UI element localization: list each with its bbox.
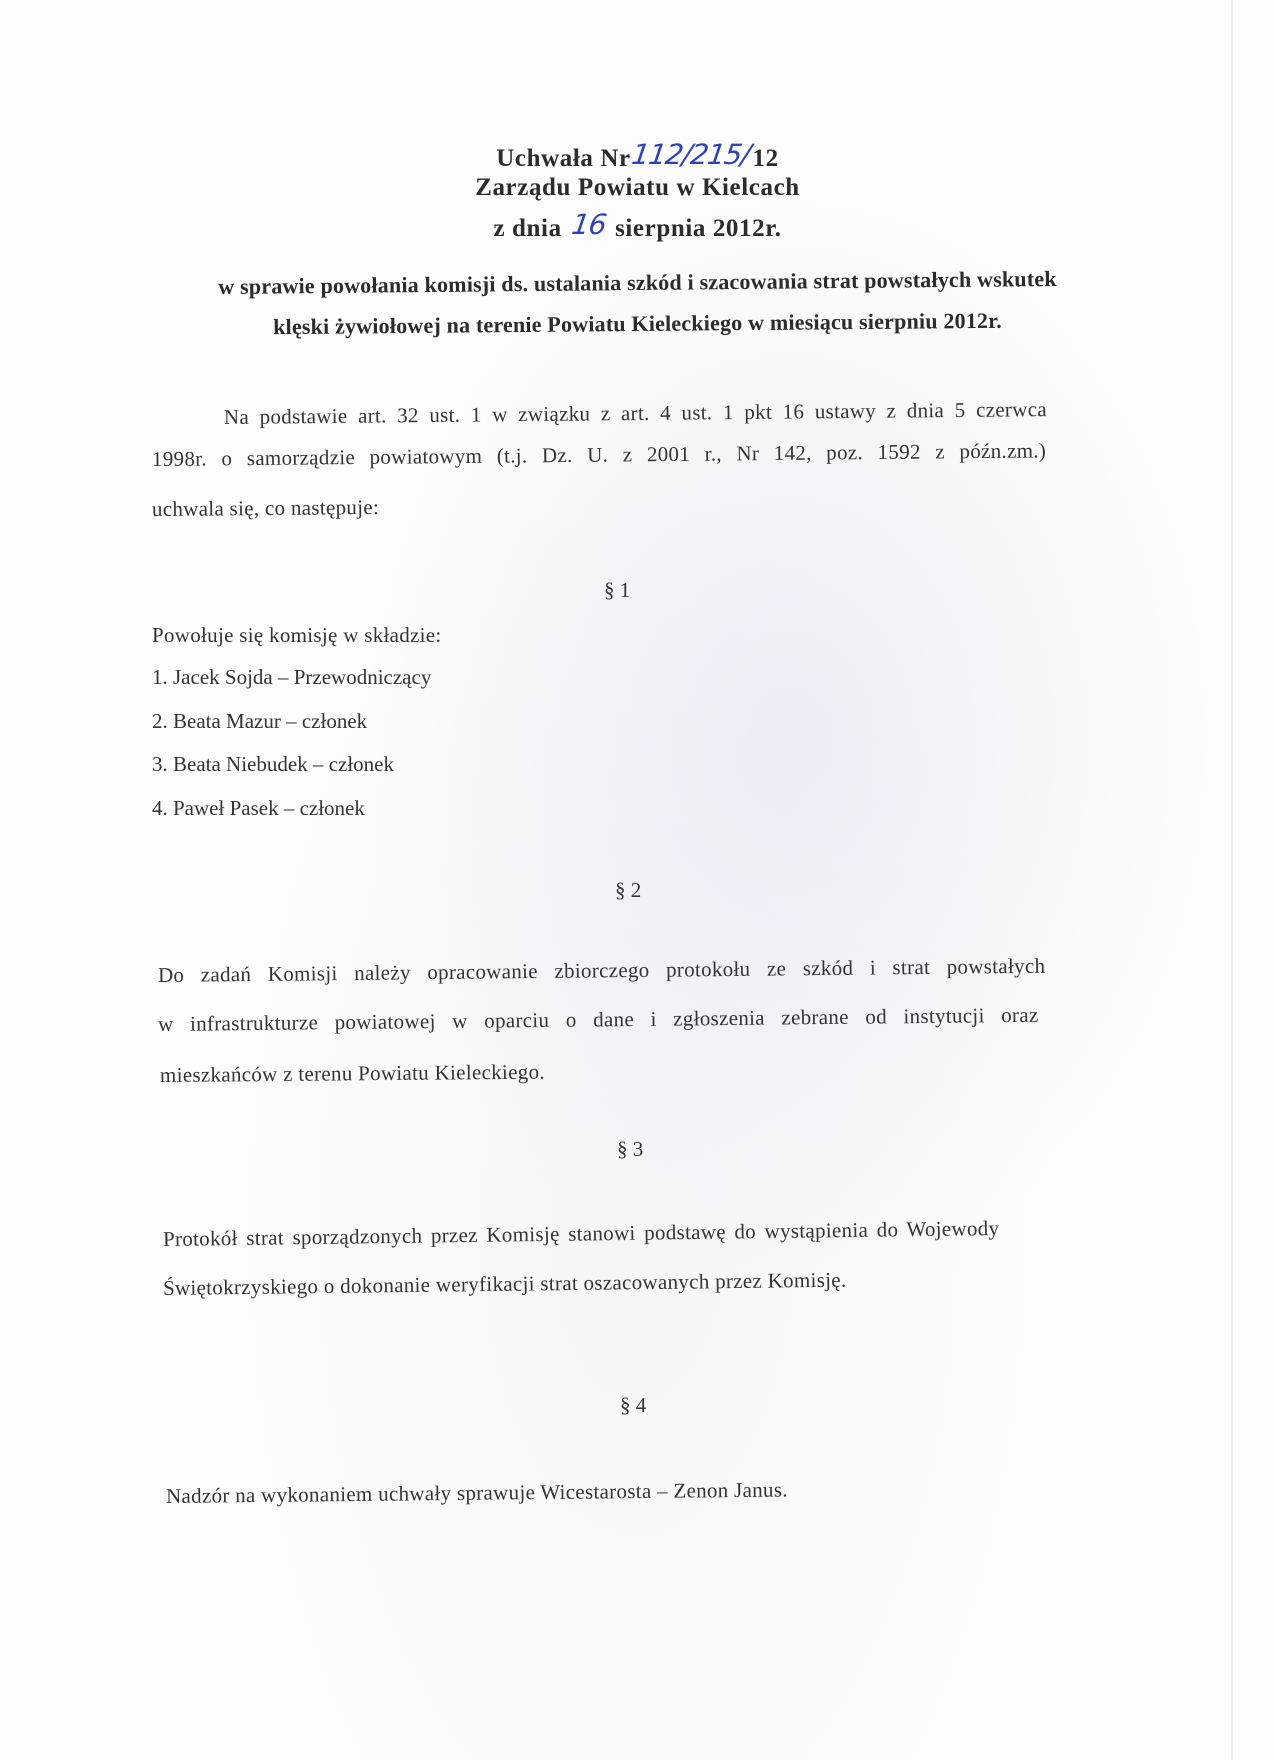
handwritten-day: 16: [569, 208, 608, 241]
section-2-line-1: Do zadań Komisji należy opracowanie zbiorczego protokołu ze szkód i strat powstałych: [157, 953, 1046, 987]
resolution-number-year: 12: [752, 145, 779, 172]
subject-line-1: w sprawie powołania komisji ds. ustalania szkód i szacowania strat powstałych wskutek: [218, 265, 1057, 300]
legal-basis-line-2: 1998r. o samorządzie powiatowym (t.j. Dz. U. z 2001 r., Nr 142, poz. 1592 z późn.zm.): [151, 438, 1047, 471]
commission-intro: Powołuje się komisję w składzie:: [152, 623, 442, 647]
section-3-line-2: Świętokrzyskiego o dokonanie weryfikacji strat oszacowanych przez Komisję.: [162, 1267, 847, 1300]
section-mark-4: § 4: [620, 1393, 647, 1417]
resolution-date-prefix: z dnia: [493, 215, 562, 242]
section-2-line-3: mieszkańców z terenu Powiatu Kieleckiego.: [159, 1059, 546, 1087]
subject-line-2: klęski żywiołowej na terenie Powiatu Kieleckiego w miesiącu sierpniu 2012r.: [273, 307, 1002, 340]
section-mark-1: § 1: [604, 578, 631, 602]
section-3-line-1: Protokół strat sporządzonych przez Komisję stanowi podstawę do wystąpienia do Wojewody: [162, 1216, 1000, 1251]
legal-basis-line-3: uchwala się, co następuje:: [151, 495, 380, 521]
commission-member: 2. Beata Mazur – członek: [152, 709, 368, 733]
section-mark-2: § 2: [615, 878, 642, 902]
handwritten-resolution-number: 112/215/: [629, 138, 752, 171]
section-mark-3: § 3: [617, 1137, 644, 1161]
resolution-number-line: [0, 138, 1275, 173]
resolution-number-prefix: Uchwała Nr: [496, 145, 631, 172]
section-2-line-2: w infrastrukturze powiatowej w oparciu o dane i zgłoszenia zebrane od instytucji oraz: [157, 1002, 1039, 1036]
commission-member: 1. Jacek Sojda – Przewodniczący: [152, 665, 432, 689]
commission-member: 3. Beata Niebudek – członek: [152, 752, 394, 776]
section-4-text: Nadzór na wykonaniem uchwały sprawuje Wicestarosta – Zenon Janus.: [165, 1477, 788, 1508]
legal-basis-line-1: Na podstawie art. 32 ust. 1 w związku z art. 4 ust. 1 pkt 16 ustawy z dnia 5 czerwca: [223, 397, 1047, 429]
issuing-body-line: Zarządu Powiatu w Kielcach: [475, 174, 800, 201]
commission-member: 4. Paweł Pasek – członek: [152, 796, 365, 820]
resolution-date-line: [0, 208, 1275, 243]
resolution-date-suffix: sierpnia 2012r.: [615, 215, 782, 242]
